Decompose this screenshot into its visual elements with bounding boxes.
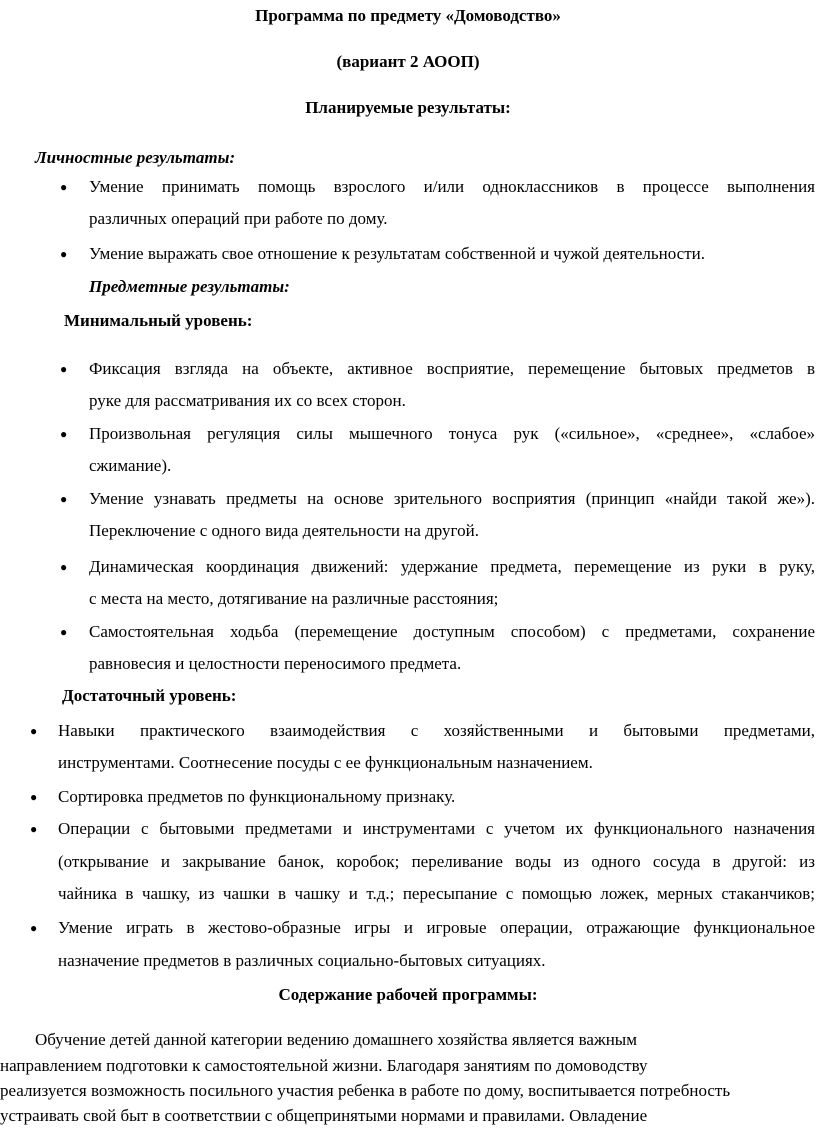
bullet-icon: ● — [30, 790, 38, 804]
personal-results-heading: Личностные результаты: — [35, 148, 236, 167]
list-item-line: Сортировка предметов по функциональному признаку. — [58, 787, 456, 806]
list-item-line: Фиксация взгляда на объекте, активное восприятие, перемещение бытовых предметов в — [89, 359, 815, 378]
planned-results-heading: Планируемые результаты: — [305, 98, 511, 117]
list-item-line: инструментами. Соотнесение посуды с ее функциональным назначением. — [58, 753, 593, 772]
paragraph-line: устраивать свой быт в соответствии с общепринятыми нормами и правилами. Овладение — [0, 1106, 648, 1125]
document-title: Программа по предмету «Домоводство» — [255, 6, 561, 25]
list-item-line: Произвольная регуляция силы мышечного тонуса рук («сильное», «среднее», «слабое» — [89, 424, 815, 443]
paragraph-line: Обучение детей данной категории ведению домашнего хозяйства является важным — [35, 1030, 637, 1049]
list-item-line: Навыки практического взаимодействия с хозяйственными и бытовыми предметами, — [58, 721, 815, 740]
list-item-line: сжимание). — [89, 456, 172, 475]
list-item-line: назначение предметов в различных социально-бытовых ситуациях. — [58, 951, 546, 970]
list-item-line: различных операций при работе по дому. — [89, 209, 388, 228]
list-item-line: Операции с бытовыми предметами и инструментами с учетом их функционального назначения — [58, 819, 815, 838]
minimal-level-heading: Минимальный уровень: — [64, 311, 253, 330]
bullet-icon: ● — [60, 180, 68, 194]
variant-label: (вариант 2 АООП) — [336, 52, 480, 71]
list-item-line: Самостоятельная ходьба (перемещение доступным способом) с предметами, сохранение — [89, 622, 815, 641]
list-item-line: Умение играть в жестово-образные игры и игровые операции, отражающие функциональное — [58, 918, 815, 937]
bullet-icon: ● — [60, 362, 68, 376]
bullet-icon: ● — [60, 492, 68, 506]
paragraph-line: направлением подготовки к самостоятельной жизни. Благодаря занятиям по домоводству — [0, 1056, 648, 1075]
list-item-line: руке для рассматривания их со всех сторон. — [89, 391, 406, 410]
bullet-icon: ● — [60, 247, 68, 261]
subject-results-heading: Предметные результаты: — [89, 277, 290, 296]
list-item-line: Умение узнавать предметы на основе зрительного восприятия (принцип «найди такой же»). — [89, 489, 815, 508]
bullet-icon: ● — [30, 724, 38, 738]
paragraph-line: реализуется возможность посильного участия ребенка в работе по дому, воспитывается потребность — [0, 1081, 731, 1100]
sufficient-level-heading: Достаточный уровень: — [62, 686, 237, 705]
bullet-icon: ● — [30, 822, 38, 836]
list-item-line: (открывание и закрывание банок, коробок; переливание воды из одного сосуда в другой: из — [58, 852, 815, 871]
list-item-line: равновесия и целостности переносимого предмета. — [89, 654, 462, 673]
list-item-line: Умение принимать помощь взрослого и/или одноклассников в процессе выполнения — [89, 177, 815, 196]
list-item-line: Умение выражать свое отношение к результатам собственной и чужой деятельности. — [89, 244, 705, 263]
list-item-line: Переключение с одного вида деятельности на другой. — [89, 521, 479, 540]
bullet-icon: ● — [30, 921, 38, 935]
bullet-icon: ● — [60, 560, 68, 574]
program-content-heading: Содержание рабочей программы: — [278, 985, 538, 1004]
bullet-icon: ● — [60, 625, 68, 639]
list-item-line: чайника в чашку, из чашки в чашку и т.д.; пересыпание с помощью ложек, мерных стаканчиков; — [58, 884, 815, 903]
list-item-line: с места на место, дотягивание на различные расстояния; — [89, 589, 499, 608]
bullet-icon: ● — [60, 427, 68, 441]
list-item-line: Динамическая координация движений: удержание предмета, перемещение из руки в руку, — [89, 557, 815, 576]
